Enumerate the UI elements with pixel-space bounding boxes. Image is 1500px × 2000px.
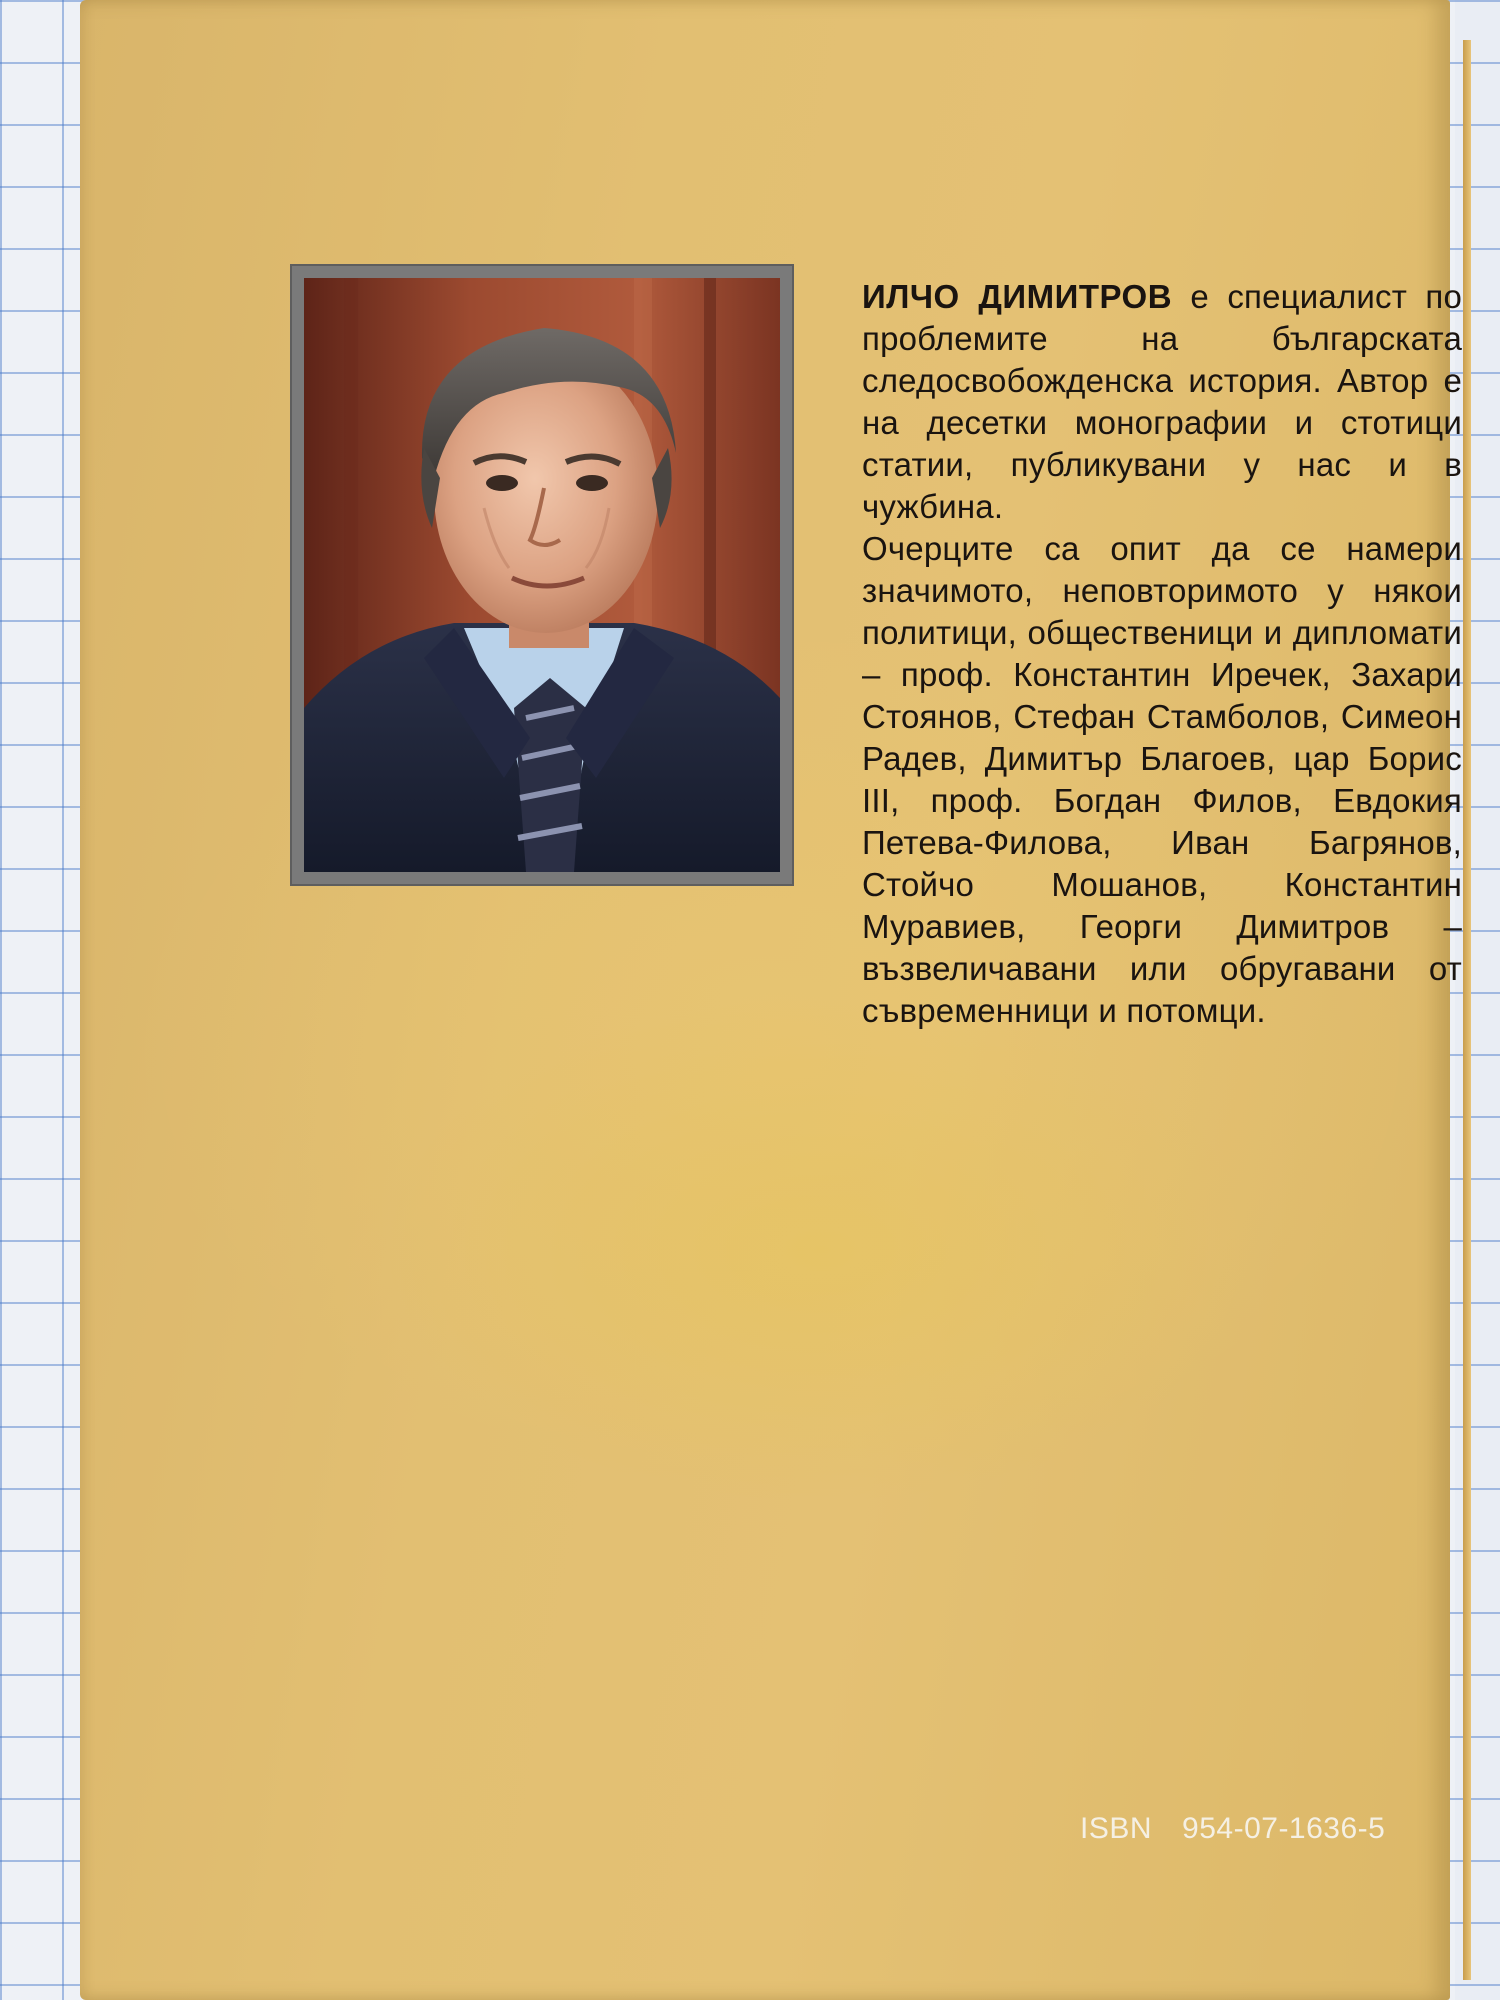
author-photo-frame [292, 266, 792, 884]
isbn [1080, 1812, 1385, 1846]
book-page-edge [1463, 40, 1471, 1980]
book-description: Очерците са опит да се намери значимото, неповторимото у някои политици, общественици и дипломати – проф. Константин Иречек, Захари Стоянов, Стефан Стамболов, Симеон Радев, Димитър Благоев, цар Борис III, проф. Богдан Филов, Евдокия Петева-Филова, Иван Багрянов, Стойчо Мошанов, Константин Муравиев, Георги Димитров – възвеличавани или обругавани от съвременници и потомци. [862, 530, 1462, 1029]
isbn-number: 954-07-1636-5 [1182, 1812, 1386, 1845]
author-bio-paragraph [862, 276, 1462, 528]
author-name: ИЛЧО ДИМИТРОВ [862, 278, 1173, 315]
book-back-cover [80, 0, 1462, 2000]
back-cover-text [862, 276, 1462, 1032]
author-photo [304, 278, 780, 872]
isbn-label: ISBN [1080, 1812, 1153, 1845]
author-bio: е специалист по проблемите на българската следосвобожденска история. Автор е на десетки монографии и стотици статии, публикувани у нас и в чужбина. [862, 278, 1462, 525]
